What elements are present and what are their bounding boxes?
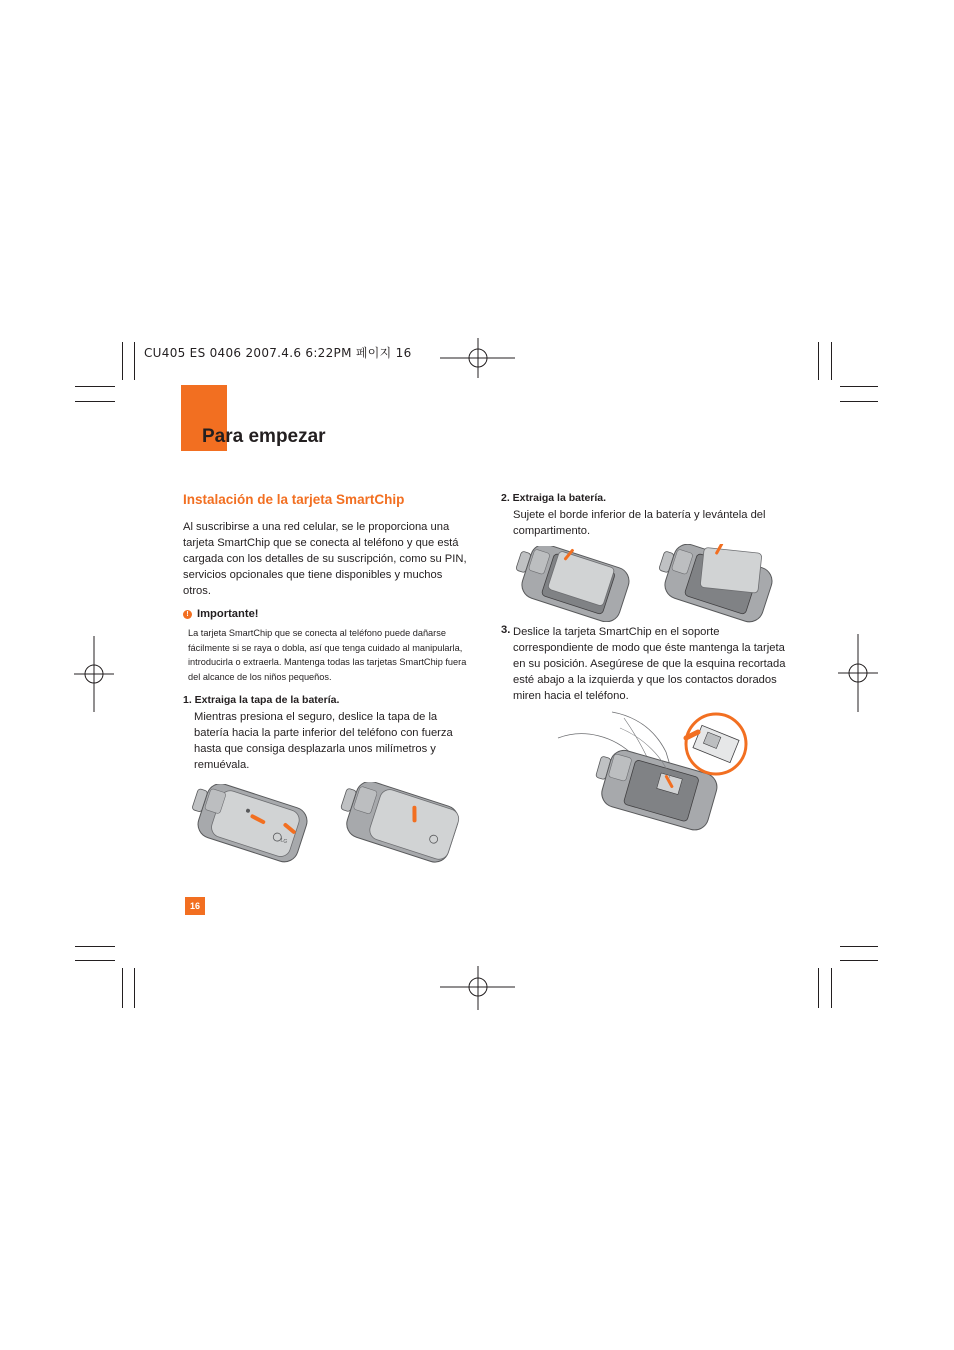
step-2-label: 2. Extraiga la batería.	[501, 492, 607, 504]
important-text: La tarjeta SmartChip que se conecta al teléfono puede dañarse fácilmente si se raya o dobla, así que tenga cuidado al manipularla, introducirla o extraerla. Mantenga todas las tarjetas SmartChip fuera del alcance de los niños pequeños.	[188, 628, 467, 682]
page-number-badge: 16	[185, 897, 205, 915]
print-info-line: CU405 ES 0406 2007.4.6 6:22PM 페이지 16	[144, 346, 412, 360]
registration-mark-left	[74, 636, 114, 712]
step-3-text: Deslice la tarjeta SmartChip en el soporte correspondiente de modo que éste mantenga la tarjeta en su posición. Asegúrese de que la esquina recortada esté abajo a la izquierda y que los contactos dorados miren hacia el teléfono.	[513, 626, 786, 703]
warning-icon: !	[183, 610, 192, 619]
step-1-text: Mientras presiona el seguro, deslice la tapa de la batería hacia la parte inferior del teléfono con fuerza hasta que consiga desplazarla unos milímetros y remuévala.	[194, 711, 453, 772]
important-label: Importante!	[197, 608, 259, 620]
page-title: Para empezar	[202, 426, 326, 447]
step-2-text: Sujete el borde inferior de la batería y levántela del compartimento.	[513, 509, 766, 538]
phone-illustration-cover-press	[184, 784, 316, 864]
section-heading: Instalación de la tarjeta SmartChip	[183, 492, 405, 507]
svg-text:LG: LG	[279, 837, 288, 846]
registration-mark-right	[838, 634, 878, 712]
step-3-number: 3.	[501, 624, 511, 636]
step-1-label: 1. Extraiga la tapa de la batería.	[183, 694, 340, 706]
phone-illustration-smartchip-insert	[554, 708, 754, 838]
registration-mark-bottom	[440, 966, 515, 1010]
phone-illustration-cover-slide	[333, 782, 467, 864]
important-heading	[183, 608, 259, 620]
phone-illustration-battery-lift	[510, 546, 634, 622]
intro-paragraph: Al suscribirse a una red celular, se le proporciona una tarjeta SmartChip que se conecta al teléfono y que está cargada con los detalles de su suscripción, como su PIN, servicios opcionales que tiene disponibles y muchos otros.	[183, 521, 467, 598]
phone-illustration-battery-removed	[653, 544, 777, 624]
registration-mark-top	[440, 338, 515, 378]
